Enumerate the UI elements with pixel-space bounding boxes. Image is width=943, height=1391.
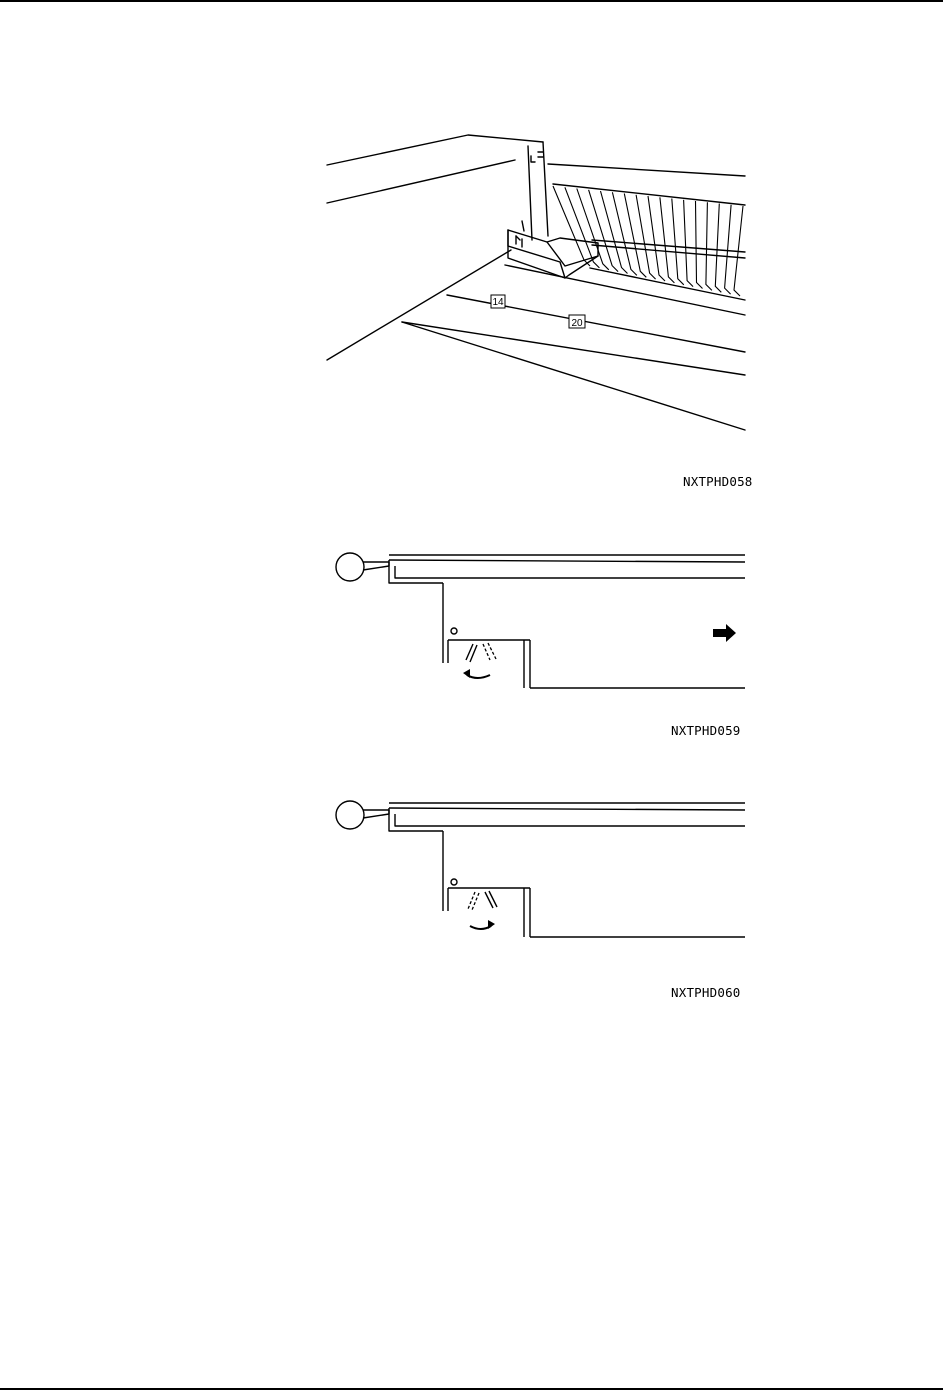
figure-code: NXTPHD058 <box>683 474 753 489</box>
figure-code: NXTPHD060 <box>671 985 741 1000</box>
rotate-right-arrow-icon <box>470 926 491 929</box>
slot-label-14: 14 <box>492 297 504 308</box>
slot-label-20: 20 <box>571 318 583 329</box>
knob-icon <box>336 801 364 829</box>
page-bottom-rule <box>0 1388 943 1390</box>
figure-code: NXTPHD059 <box>671 723 741 738</box>
